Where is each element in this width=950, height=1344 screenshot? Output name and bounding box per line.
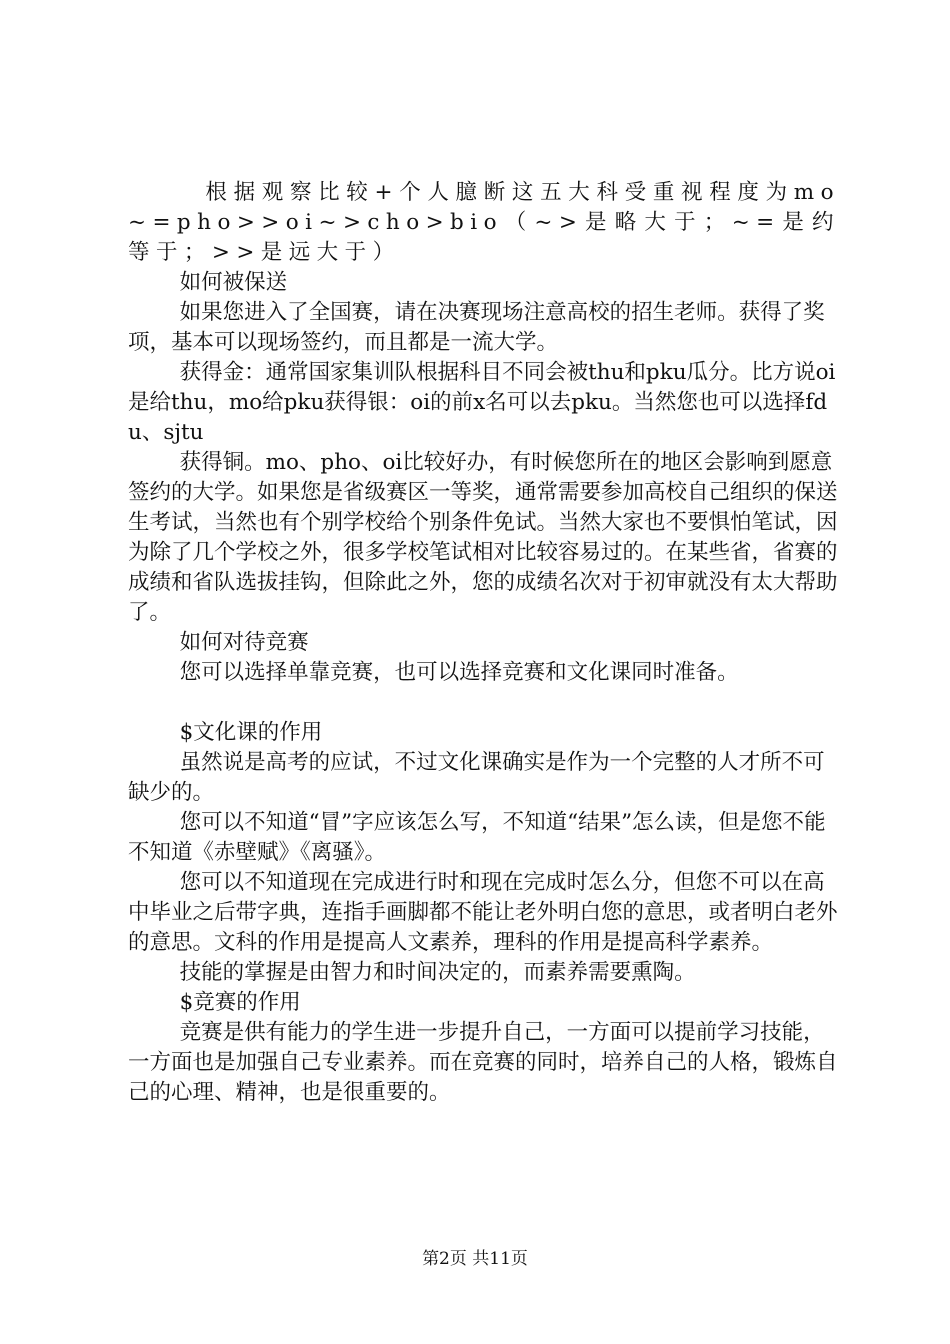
paragraph-bronze-medal: 获得铜。mo、pho、oi比较好办，有时候您所在的地区会影响到愿意签约的大学。如果您是省级赛区一等奖，通常需要参加高校自己组织的保送生考试，当然也有个别学校给个别条件免试。当然大家也不要惧怕笔试，因为除了几个学校之外，很多学校笔试相对比较容易过的。在某些省，省赛的成绩和省队选拔挂钩，但除此之外，您的成绩名次对于初审就没有太大帮助了。 — [128, 450, 838, 625]
paragraph-skills-and-literacy: 技能的掌握是由智力和时间决定的，而素养需要熏陶。 — [179, 960, 696, 985]
paragraph-gold-medal: 获得金：通常国家集训队根据科目不同会被thu和pku瓜分。比方说oi是给thu，mo给pku获得银：oi的前x名可以去pku。当然您也可以选择fdu、sjtu — [128, 360, 836, 445]
heading-role-of-competition: $竞赛的作用 — [179, 990, 301, 1015]
paragraph-english-tenses: 您可以不知道现在完成进行时和现在完成时怎么分，但您不可以在高中毕业之后带字典，连指手画脚都不能让老外明白您的意思，或者明白老外的意思。文科的作用是提高人文素养，理科的作用是提高科学素养。 — [128, 870, 838, 955]
heading-role-of-culture-courses: $文化课的作用 — [179, 720, 323, 745]
paragraph-culture-exam: 虽然说是高考的应试，不过文化课确实是作为一个完整的人才所不可缺少的。 — [128, 750, 825, 805]
paragraph-national-competition: 如果您进入了全国赛，请在决赛现场注意高校的招生老师。获得了奖项，基本可以现场签约，而且都是一流大学。 — [128, 300, 825, 355]
paragraph-competition-purpose: 竞赛是供有能力的学生进一步提升自己，一方面可以提前学习技能，一方面也是加强自己专业素养。而在竞赛的同时，培养自己的人格，锻炼自己的心理、精神，也是很重要的。 — [128, 1020, 838, 1105]
blank-line — [128, 688, 840, 718]
heading-how-to-be-recommended: 如何被保送 — [179, 270, 288, 295]
document-body — [128, 178, 840, 1108]
paragraph-chinese-literature: 您可以不知道“冒”字应该怎么写，不知道“结果”怎么读，但是您不能不知道《赤壁赋》《离骚》。 — [128, 810, 826, 865]
intro-paragraph: 根据观察比较+个人臆断这五大科受重视程度为mo~=pho>>oi~>cho>bio（~>是略大于；~=是约等于；>>是远大于） — [128, 180, 840, 265]
page-number-footer: 第2页 共11页 — [422, 1249, 528, 1269]
paragraph-choose-strategy: 您可以选择单靠竞赛，也可以选择竞赛和文化课同时准备。 — [179, 660, 739, 685]
heading-how-to-treat-competition: 如何对待竞赛 — [179, 630, 309, 655]
